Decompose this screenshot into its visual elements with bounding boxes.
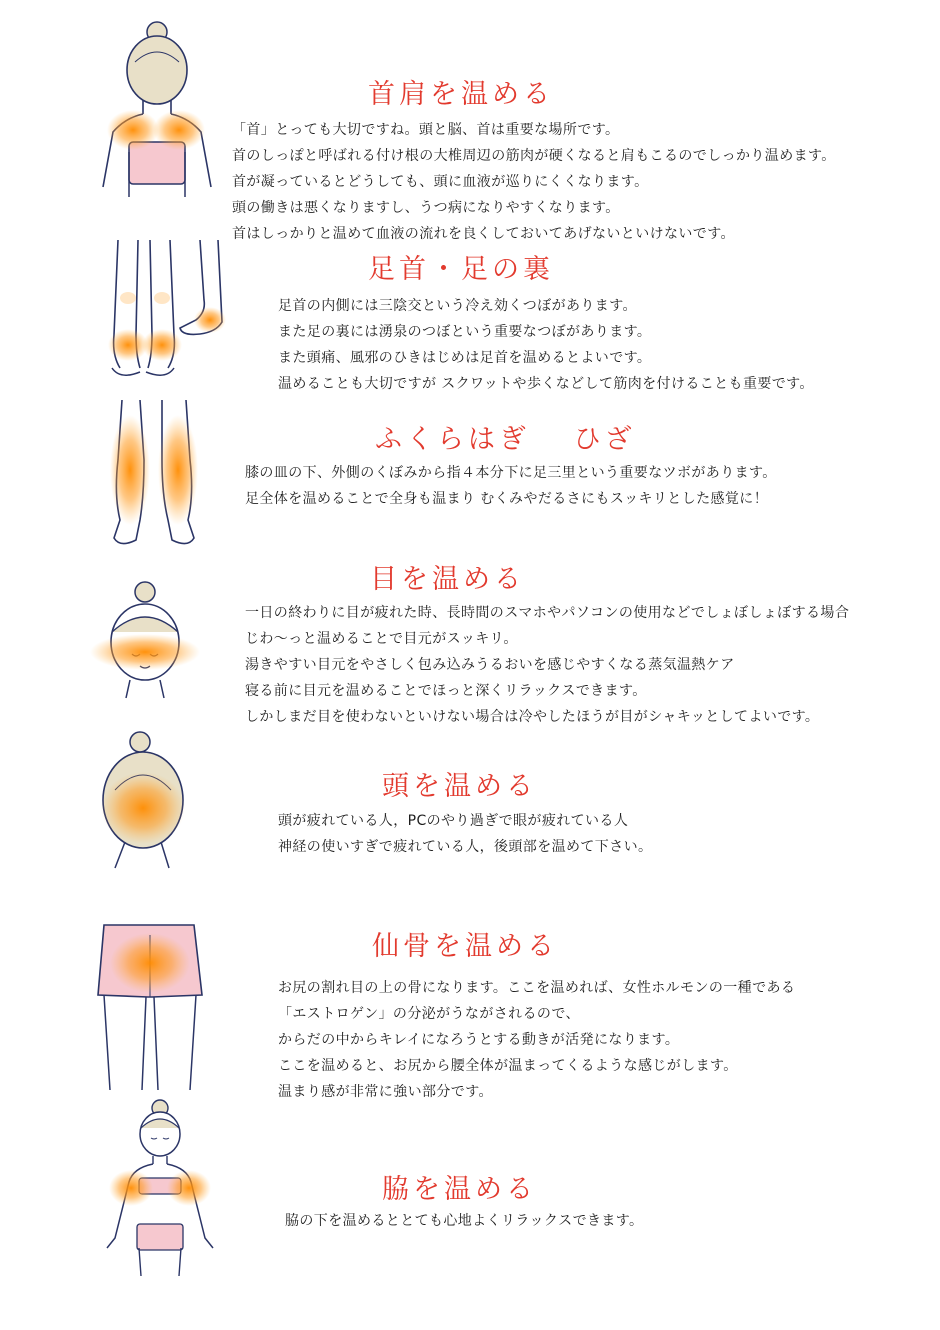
text-line: また頭痛、風邪のひきはじめは足首を温めるとよいです。 (278, 350, 652, 366)
text-line: じわ〜っと温めることで目元がスッキリ。 (245, 631, 518, 647)
text-line: 温めることも大切ですが スクワットや歩くなどして筋肉を付けることも重要です。 (278, 376, 814, 392)
text-line: 足首の内側には三陰交という冷え効くつぼがあります。 (278, 298, 637, 314)
text-line: 頭の働きは悪くなりますし、うつ病になりやすくなります。 (232, 200, 620, 216)
text-line: お尻の割れ目の上の骨になります。ここを温めれば、女性ホルモンの一種である (278, 980, 796, 996)
text-line: しかしまだ目を使わないといけない場合は冷やしたほうが目がシャキッとしてよいです。 (245, 709, 820, 725)
heading-neck-shoulder: 首肩を温める (368, 79, 554, 110)
front-figure-illustration (95, 1098, 225, 1278)
text-line: からだの中からキレイになろうとする動きが活発になります。 (278, 1032, 680, 1048)
text-line: 寝る前に目元を温めることでほっと深くリラックスできます。 (245, 683, 647, 699)
heading-eyes: 目を温める (370, 564, 525, 595)
text-armpit (285, 1208, 643, 1234)
text-line: 神経の使いすぎで疲れている人，後頭部を温めて下さい。 (278, 839, 653, 855)
heading-ankle-sole: 足首・足の裏 (368, 254, 554, 285)
text-line: 膝の皿の下、外側のくぼみから指４本分下に足三里という重要なツボがあります。 (245, 465, 777, 481)
text-line: 首はしっかりと温めて血液の流れを良くしておいてあげないといけないです。 (232, 226, 735, 242)
text-line: 湯きやすい目元をやさしく包み込みうるおいを感じやすくなる蒸気温熱ケア (245, 657, 735, 673)
text-line: 一日の終わりに目が疲れた時、長時間のスマホやパソコンの使用などでしょぼしょぼする場合 (245, 605, 850, 621)
text-line: 「首」とっても大切ですね。頭と脳、首は重要な場所です。 (232, 122, 620, 138)
text-line: 「エストロゲン」の分泌がうながされるので、 (278, 1006, 580, 1022)
text-line: 脇の下を温めるととても心地よくリラックスできます。 (285, 1213, 644, 1229)
heading-head: 頭を温める (382, 771, 537, 802)
text-line: ここを温めると、お尻から腰全体が温まってくるような感じがします。 (278, 1058, 738, 1074)
text-line: 頭が疲れている人，PCのやり過ぎで眼が疲れている人 (278, 813, 629, 829)
text-line: また足の裏には湧泉のつぼという重要なつぼがあります。 (278, 324, 652, 340)
heading-sacrum: 仙骨を温める (372, 931, 558, 962)
text-line: 首が凝っているとどうしても、頭に血液が巡りにくくなります。 (232, 174, 649, 190)
text-line: 首のしっぽと呼ばれる付け根の大椎周辺の筋肉が硬くなると肩もこるのでしっかり温めます。 (232, 148, 836, 164)
text-line: 足全体を温めることで全身も温まり むくみやだるさにもスッキリとした感覚に！ (245, 491, 769, 507)
heading-armpit: 脇を温める (382, 1174, 537, 1205)
text-line: 温まり感が非常に強い部分です。 (278, 1084, 493, 1100)
heading-calf-knee: ふくらはぎ ひざ (375, 424, 636, 455)
